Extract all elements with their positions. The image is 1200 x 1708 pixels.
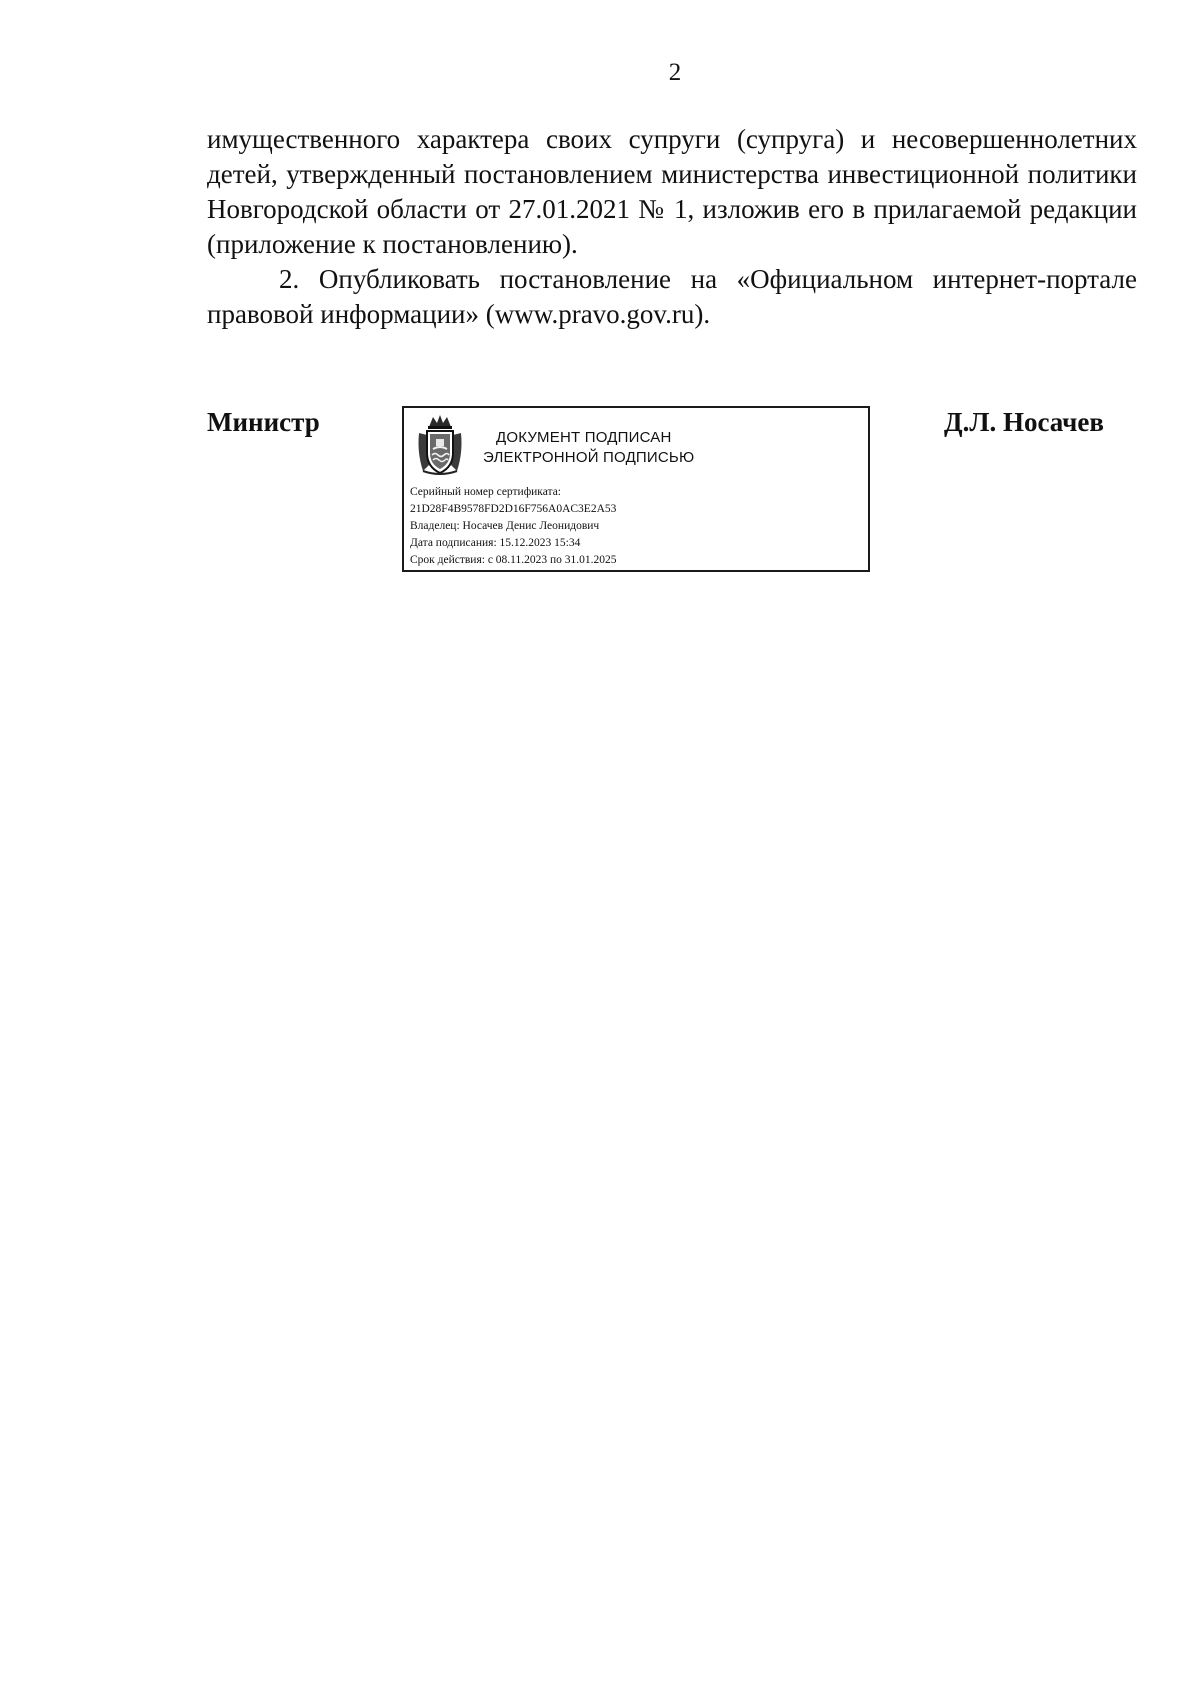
stamp-title-line-2: ЭЛЕКТРОННОЙ ПОДПИСЬЮ xyxy=(483,449,695,466)
validity-period: Срок действия: с 08.11.2023 по 31.01.2025 xyxy=(410,554,617,566)
signing-date: Дата подписания: 15.12.2023 15:34 xyxy=(410,537,581,549)
paragraph-1: имущественного характера своих супруги (супруга) и несовершеннолетних детей, утвержденный постановлением министерства инвестиционной политики Новгородской области от 27.01.2021 № 1, изложив его в прилагаемой редакции (приложение к постановлению). xyxy=(207,124,1137,259)
stamp-title-line-1: ДОКУМЕНТ ПОДПИСАН xyxy=(496,429,672,446)
page-number: 2 xyxy=(668,59,682,86)
serial-value: 21D28F4B9578FD2D16F756A0AC3E2A53 xyxy=(410,503,617,515)
certificate-owner: Владелец: Носачев Денис Леонидович xyxy=(410,520,600,532)
serial-label: Серийный номер сертификата: xyxy=(410,486,561,498)
signatory-role: Министр xyxy=(207,407,320,437)
document-body xyxy=(207,122,1137,332)
signatory-name: Д.Л. Носачев xyxy=(944,407,1104,437)
paragraph-2: 2. Опубликовать постановление на «Официальном интернет-портале правовой информации» (www.pravo.gov.ru). xyxy=(207,264,1137,329)
coat-of-arms-icon xyxy=(413,413,467,477)
electronic-signature-stamp xyxy=(402,406,870,572)
stamp-title xyxy=(483,428,694,468)
certificate-details xyxy=(410,484,617,569)
